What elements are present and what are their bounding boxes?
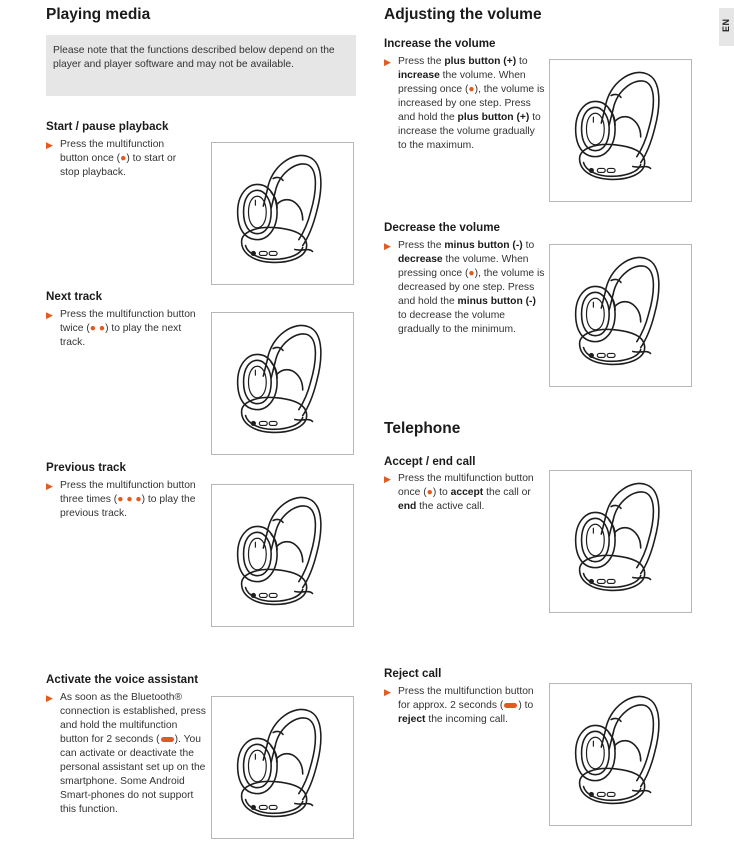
section-title-volume: Adjusting the volume <box>384 6 542 23</box>
heading-previous-track: Previous track <box>46 461 126 474</box>
headphones-illustration <box>549 470 692 613</box>
heading-start-pause: Start / pause playback <box>46 120 169 133</box>
instruction-decrease-volume: ▶ Press the minus button (-) to decrease the volume. When pressing once (●), the volume is decreased by one step. Press and hold the minus button (-) to decrease the volume gradually to the minimum. <box>384 240 545 335</box>
long-press-icon <box>504 703 517 708</box>
triangle-right-icon: ▶ <box>46 693 53 703</box>
headphones-illustration <box>211 484 354 627</box>
language-tab: EN <box>719 8 734 46</box>
heading-reject-call: Reject call <box>384 667 442 680</box>
heading-next-track: Next track <box>46 290 103 303</box>
triangle-right-icon: ▶ <box>384 57 391 67</box>
instruction-start-pause: ▶ Press the multifunction button once (●) to start or stop playback. <box>46 139 177 178</box>
heading-decrease-volume: Decrease the volume <box>384 221 500 234</box>
triangle-right-icon: ▶ <box>46 481 53 491</box>
section-title-playing-media: Playing media <box>46 6 151 23</box>
instruction-previous-track: ▶ Press the multifunction button three times (● ● ●) to play the previous track. <box>46 480 196 519</box>
heading-voice-assistant: Activate the voice assistant <box>46 673 199 686</box>
section-title-telephone: Telephone <box>384 420 461 437</box>
triangle-right-icon: ▶ <box>46 310 53 320</box>
headphones-illustration <box>549 244 692 387</box>
long-press-icon <box>161 737 174 742</box>
instruction-increase-volume: ▶ Press the plus button (+) to increase the volume. When pressing once (●), the volume is increased by one step. Press and hold the plus button (+) to increase the volume gradually to the maximum. <box>384 56 545 151</box>
headphones-illustration <box>211 142 354 285</box>
triangle-right-icon: ▶ <box>46 140 53 150</box>
heading-increase-volume: Increase the volume <box>384 37 496 50</box>
note-box: Please note that the functions described below depend on the player and player software and may not be available. <box>46 35 356 96</box>
triangle-right-icon: ▶ <box>384 474 391 484</box>
headphones-illustration <box>211 312 354 455</box>
instruction-next-track: ▶ Press the multifunction button twice (● ●) to play the next track. <box>46 309 196 348</box>
triangle-right-icon: ▶ <box>384 687 391 697</box>
instruction-accept-call: ▶ Press the multifunction button once (●) to accept the call or end the active call. <box>384 473 534 512</box>
headphones-illustration <box>549 683 692 826</box>
triangle-right-icon: ▶ <box>384 241 391 251</box>
heading-accept-call: Accept / end call <box>384 455 476 468</box>
instruction-reject-call: ▶ Press the multifunction button for approx. 2 seconds ( ) to reject the incoming call. <box>384 686 534 725</box>
headphones-illustration <box>211 696 354 839</box>
instruction-voice-assistant: ▶ As soon as the Bluetooth® connection is established, press and hold the multifunction button for 2 seconds ( ). You can activate or deactivate the personal assistant set up on the smartphone. Some Android Smart-phones do not support this function. <box>46 692 206 815</box>
headphones-illustration <box>549 59 692 202</box>
